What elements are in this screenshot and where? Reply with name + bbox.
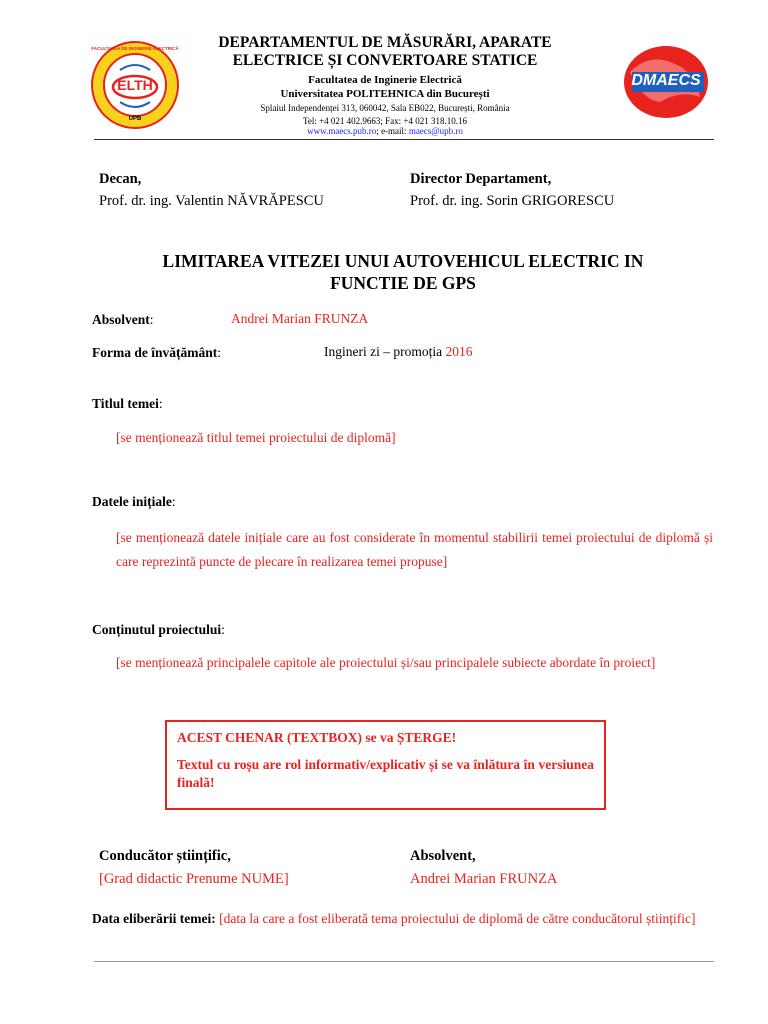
titlul-field (92, 395, 163, 413)
department-name-line2: ELECTRICE ȘI CONVERTOARE STATICE (232, 52, 538, 69)
graduate-label: Absolvent, (410, 848, 476, 864)
absolvent-value: Andrei Marian FRUNZA (231, 311, 369, 326)
address: Splaiul Independenței 313, 060042, Sala EB022, București, România (260, 103, 510, 113)
dean-label: Decan, (99, 171, 142, 187)
contact-line (170, 126, 600, 137)
faculty-logo-ring-text: FACULTATEA DE INGINERIE ELECTRICĂ (91, 46, 179, 51)
faculty-name: Facultatea de Inginerie Electrică (308, 74, 462, 86)
notice-line1: ACEST CHENAR (TEXTBOX) se va ȘTERGE! (177, 730, 457, 745)
titlul-value: [se menționează titlul temei proiectului de diplomă] (116, 430, 396, 445)
department-logo (620, 42, 712, 120)
phone-fax: Tel: +4 021 402.9663; Fax: +4 021 318.10.16 (302, 116, 468, 126)
continut-field (92, 621, 225, 639)
titlul-label: Titlul temei (92, 396, 159, 411)
issue-date-label: Data eliberării temei: (92, 911, 216, 926)
continut-label: Conținutul proiectului (92, 622, 222, 637)
thesis-title (90, 250, 716, 294)
datele-colon: : (171, 494, 176, 509)
faculty-logo-text: ELTH (117, 77, 153, 93)
faculty-logo-bottom-text: UPB (128, 116, 142, 122)
issue-date (92, 910, 714, 928)
forma-label: Forma de învățământ (92, 345, 218, 360)
department-logo-text: DMAECS (631, 72, 701, 89)
forma-value-line (324, 344, 472, 360)
forma-value: Ingineri zi – promoția (324, 344, 443, 359)
datele-field (92, 493, 176, 511)
faculty-logo (90, 40, 180, 130)
footer-divider (94, 961, 714, 962)
director-label: Director Departament, (410, 171, 552, 187)
university-name: Universitatea POLITEHNICA din București (280, 88, 490, 100)
director-name: Prof. dr. ing. Sorin GRIGORESCU (410, 193, 615, 209)
forma-field (92, 344, 221, 362)
dean-name: Prof. dr. ing. Valentin NĂVRĂPESCU (99, 193, 324, 209)
absolvent-colon: : (149, 312, 154, 327)
thesis-title-line1: LIMITAREA VITEZEI UNUI AUTOVEHICUL ELECTRIC IN (162, 251, 644, 271)
notice-textbox (165, 720, 606, 810)
absolvent-label: Absolvent (92, 312, 150, 327)
datele-label: Datele inițiale (92, 494, 172, 509)
graduate-value: Andrei Marian FRUNZA (410, 871, 558, 887)
thesis-title-line2: FUNCTIE DE GPS (330, 273, 476, 293)
forma-colon: : (217, 345, 222, 360)
coordinator-label: Conducător științific, (99, 848, 231, 864)
header-divider (94, 139, 714, 140)
forma-year: 2016 (445, 344, 473, 359)
department-name-line1: DEPARTAMENTUL DE MĂSURĂRI, APARATE (218, 34, 552, 51)
website-link[interactable]: www.maecs.pub.ro (307, 126, 377, 136)
email-link[interactable]: maecs@upb.ro (408, 126, 463, 136)
issue-date-value: [data la care a fost eliberată tema proiectului de diplomă de către conducătorul științific] (219, 911, 696, 926)
notice-line2: Textul cu roșu are rol informativ/explicativ și se va înlătura în versiunea finală! (177, 757, 594, 790)
coordinator-value: [Grad didactic Prenume NUME] (99, 871, 289, 887)
continut-colon: : (221, 622, 225, 637)
continut-value: [se menționează principalele capitole ale proiectului și/sau principalele subiecte abordate în proiect] (116, 655, 656, 670)
absolvent-field (92, 311, 154, 329)
datele-value: [se menționează datele inițiale care au fost considerate în momentul stabilirii temei proiectului de diplomă și care reprezintă puncte de plecare în realizarea temei propuse] (116, 530, 713, 569)
titlul-colon: : (158, 396, 163, 411)
department-name (170, 34, 600, 70)
email-label: ; e-mail: (376, 126, 409, 136)
